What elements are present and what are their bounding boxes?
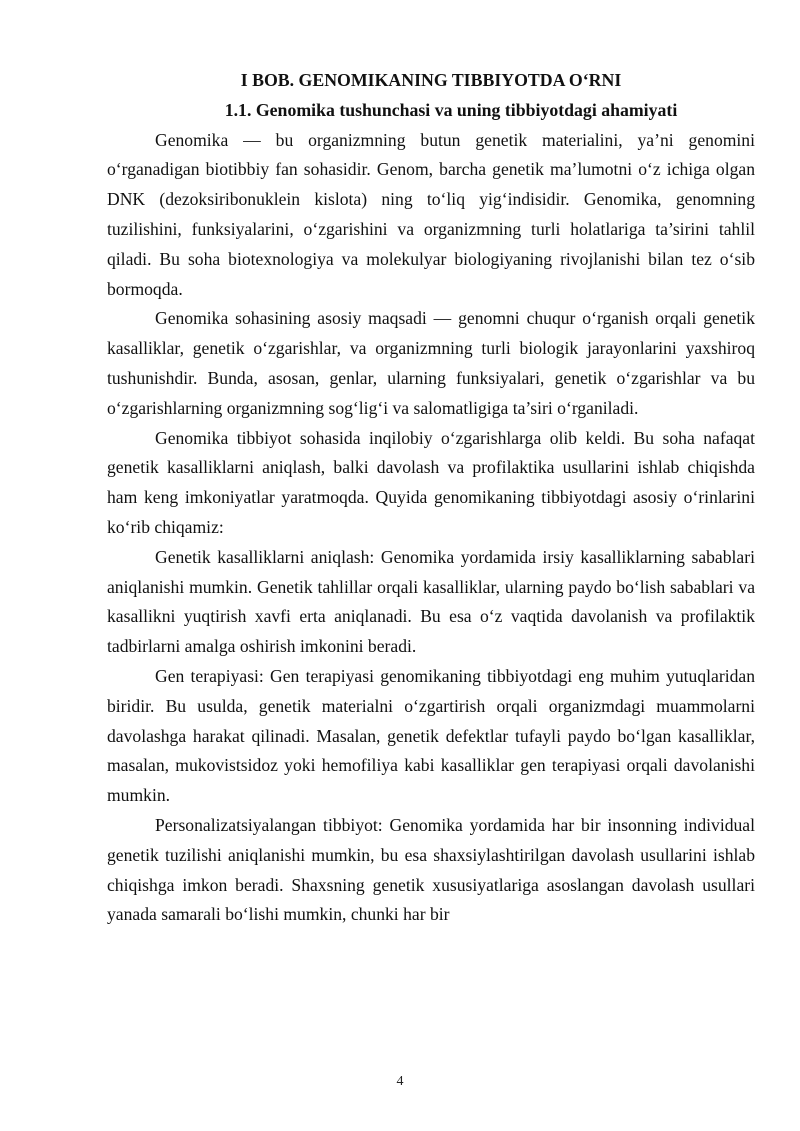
paragraph-personalized-medicine: Personalizatsiyalangan tibbiyot: Genomika yordamida har bir insonning individual genetik tuzilishi aniqlanishi mumkin, bu esa shaxsiylashtirilgan davolash usullarini ishlab chiqishga imkon beradi. Shaxsning genetik xususiyatlariga asoslangan davolash usullari yanada samarali bo‘lishi mumkin, chunki har bir — [107, 814, 755, 925]
paragraph-disease-detection: Genetik kasalliklarni aniqlash: Genomika yordamida irsiy kasalliklarning sabablari aniqlanishi mumkin. Genetik tahlillar orqali kasalliklar, ularning paydo bo‘lish sabablari va kasallikni yuqtirish xavfi erta aniqlanadi. Bu esa o‘z vaqtida davolanish va profilaktik tadbirlarni amalga oshirish imkonini beradi. — [107, 546, 755, 657]
chapter-title: I BOB. GENOMIKANING TIBBIYOTDA O‘RNI — [240, 70, 622, 90]
paragraph-genomika-definition: Genomika — bu organizmning butun genetik materialini, ya’ni genomini o‘rganadigan biotibbiy fan sohasidir. Genom, barcha genetik ma’lumotni o‘z ichiga olgan DNK (dezoksiribonuklein kislota) ning to‘liq yig‘indisidir. Genomika, genomning tuzilishini, funksiyalarini, o‘zgarishini va organizmning turli holatlariga ta’sirini tahlil qiladi. Bu soha biotexnologiya va molekulyar biologiyaning rivojlanishi bilan tez o‘sib bormoqda. — [107, 129, 755, 299]
paragraph-medicine-revolution: Genomika tibbiyot sohasida inqilobiy o‘zgarishlarga olib keldi. Bu soha nafaqat genetik kasalliklarni aniqlash, balki davolash va profilaktika usullarini ishlab chiqishda ham keng imkoniyatlar yaratmoqda. Quyida genomikaning tibbiyotdagi asosiy o‘rinlarini ko‘rib chiqamiz: — [107, 427, 755, 537]
paragraph-main-goal: Genomika sohasining asosiy maqsadi — genomni chuqur o‘rganish orqali genetik kasalliklar, genetik o‘zgarishlar, va organizmning turli biologik jarayonlarini yaxshiroq tushunishdir. Bunda, asosan, genlar, ularning funksiyalari, genetik o‘zgarishlar va bu o‘zgarishlarning organizmning sog‘lig‘i va salomatligiga ta’siri o‘rganiladi. — [107, 308, 755, 418]
section-title: 1.1. Genomika tushunchasi va uning tibbiyotdagi ahamiyati — [224, 99, 678, 120]
paragraph-gene-therapy: Gen terapiyasi: Gen terapiyasi genomikaning tibbiyotdagi eng muhim yutuqlaridan biridir. Bu usulda, genetik materialni o‘zgartirish orqali organizmdagi muammolarni davolashga harakat qilinadi. Masalan, genetik defektlar tufayli paydo bo‘lgan kasalliklar, masalan, mukovistsidoz yoki hemofiliya kabi kasalliklar gen terapiyasi orqali davolanishi mumkin. — [107, 665, 755, 806]
page-number: 4 — [396, 1074, 404, 1089]
page-content — [107, 66, 755, 930]
